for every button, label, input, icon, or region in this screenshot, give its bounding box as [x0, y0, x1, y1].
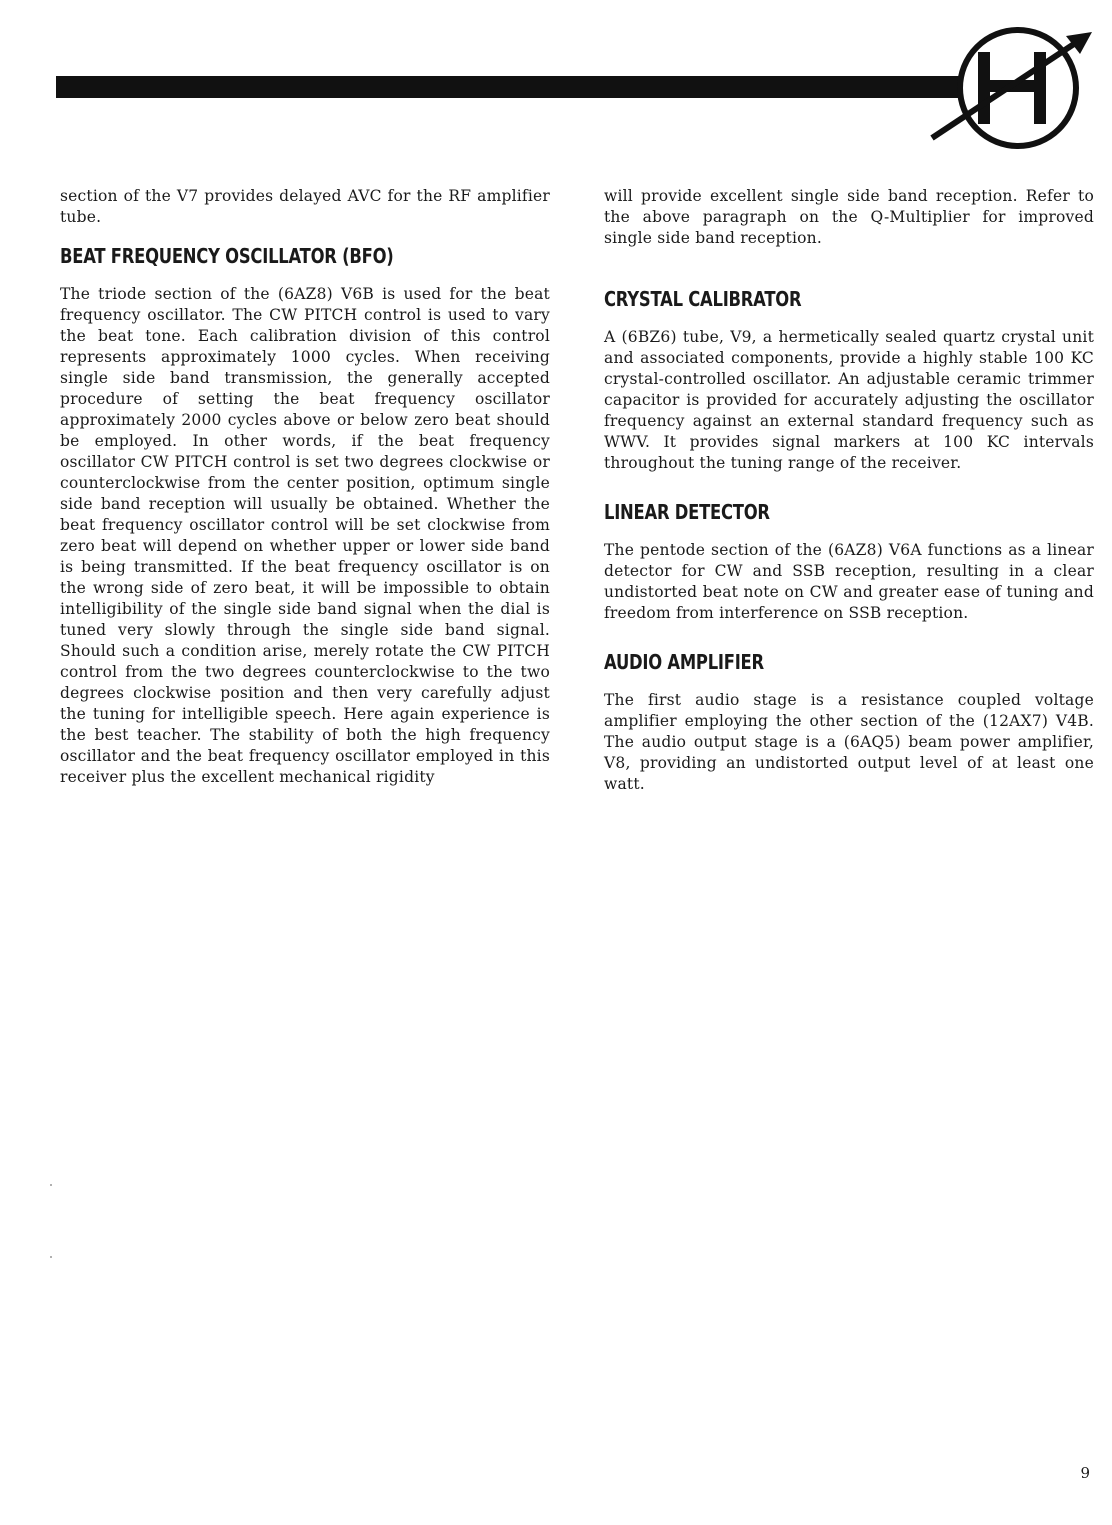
audio-amplifier-heading: AUDIO AMPLIFIER — [604, 650, 764, 674]
bfo-paragraph: The triode section of the (6AZ8) V6B is used for the beat frequency oscillator. The CW PITCH control is used to vary the beat tone. Each calibration division of this control represents approximately 1000 cycles. When receiving single side band transmission, the generally accepted procedure of setting the beat frequency oscillator approximately 2000 cycles above or below zero beat should be employed. In other words, if the beat frequency oscillator CW PITCH control is set two degrees clockwise or counterclockwise from the center position, optimum single side band reception will usually be obtained. Whether the beat frequency oscillator control will be set clockwise from zero beat will depend on whether upper or lower side band is being transmitted. If the beat frequency oscillator is on the wrong side of zero beat, it will be impossible to obtain intelligibility of the single side band signal when the dial is tuned very slowly through the single side band signal. Should such a condition arise, merely rotate the CW PITCH control from the two degrees counterclockwise to the two degrees clockwise position and then very carefully adjust the tuning for intelligible speech. Here again experience is the best teacher. The stability of both the high frequency oscillator and the beat frequency oscillator employed in this receiver plus the excellent mechanical rigidity — [60, 285, 550, 786]
scan-speck — [50, 1256, 52, 1258]
crystal-calibrator-heading: CRYSTAL CALIBRATOR — [604, 287, 802, 311]
left-column — [60, 186, 550, 788]
linear-detector-heading: LINEAR DETECTOR — [604, 500, 770, 524]
linear-detector-paragraph: The pentode section of the (6AZ8) V6A functions as a linear detector for CW and SSB reception, resulting in a clear undistorted beat note on CW and greater ease of tuning and freedom from interference on SSB reception. — [604, 541, 1094, 622]
audio-amplifier-paragraph: The first audio stage is a resistance coupled voltage amplifier employing the other section of the (12AX7) V4B. The audio output stage is a (6AQ5) beam power amplifier, V8, providing an undistorted output level of at least one watt. — [604, 691, 1094, 793]
continued-paragraph: section of the V7 provides delayed AVC for the RF amplifier tube. — [60, 187, 550, 226]
crystal-calibrator-paragraph: A (6BZ6) tube, V9, a hermetically sealed quartz crystal unit and associated components, provide a highly stable 100 KC crystal-controlled oscillator. An adjustable ceramic trimmer capacitor is provided for accurately adjusting the oscillator frequency against an external standard frequency such as WWV. It provides signal markers at 100 KC intervals throughout the tuning range of the receiver. — [604, 328, 1094, 472]
continued-paragraph: will provide excellent single side band reception. Refer to the above paragraph on the Q-Multiplier for improved single side band reception. — [604, 187, 1094, 247]
scan-speck — [50, 1184, 52, 1186]
right-column — [604, 186, 1094, 795]
hallicrafters-logo-icon — [930, 22, 1100, 152]
header-rule — [56, 76, 962, 98]
bfo-heading: BEAT FREQUENCY OSCILLATOR (BFO) — [60, 244, 394, 268]
page-number: 9 — [1080, 1464, 1090, 1482]
